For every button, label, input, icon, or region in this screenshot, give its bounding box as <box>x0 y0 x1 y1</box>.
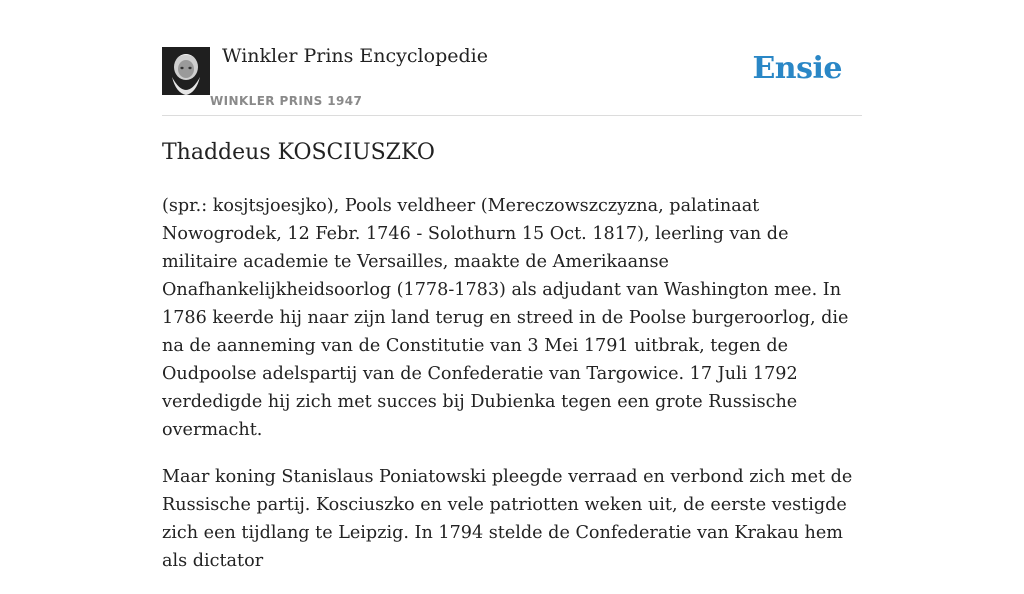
ensie-logo-link[interactable]: Ensie <box>752 51 842 86</box>
article-paragraph: Maar koning Stanislaus Poniatowski pleegde verraad en verbond zich met de Russische partij. Kosciuszko en vele patriotten weken uit, de eerste vestigde zich een tijdlang te Leipzig. In 1794 stelde de Confederatie van Krakau hem als dictator <box>162 467 853 571</box>
article-body <box>162 192 862 594</box>
site-title[interactable]: Winkler Prins Encyclopedie <box>222 45 488 67</box>
content-container <box>162 0 862 571</box>
article-title: Thaddeus KOSCIUSZKO <box>162 140 435 165</box>
article-paragraph: (spr.: kosjtsjoesjko), Pools veldheer (Mereczowszczyzna, palatinaat Nowogrodek, 12 Febr. 1746 - Solothurn 15 Oct. 1817), leerling van de militaire academie te Versailles, maakte de Amerikaanse Onafhankelijkheidsoorlog (1778-1783) als adjudant van Washington mee. In 1786 keerde hij naar zijn land terug en streed in de Poolse burgeroorlog, die na de aanneming van de Constitutie van 3 Mei 1791 uitbrak, tegen de Oudpoolse adelspartij van de Confederatie van Targowice. 17 Juli 1792 verdedigde hij zich met succes bij Dubienka tegen een grote Russische overmacht. <box>162 196 849 440</box>
site-header <box>162 0 862 116</box>
portrait-avatar-icon <box>162 47 210 95</box>
avatar[interactable] <box>162 47 210 95</box>
site-subtitle[interactable]: WINKLER PRINS 1947 <box>210 94 363 108</box>
